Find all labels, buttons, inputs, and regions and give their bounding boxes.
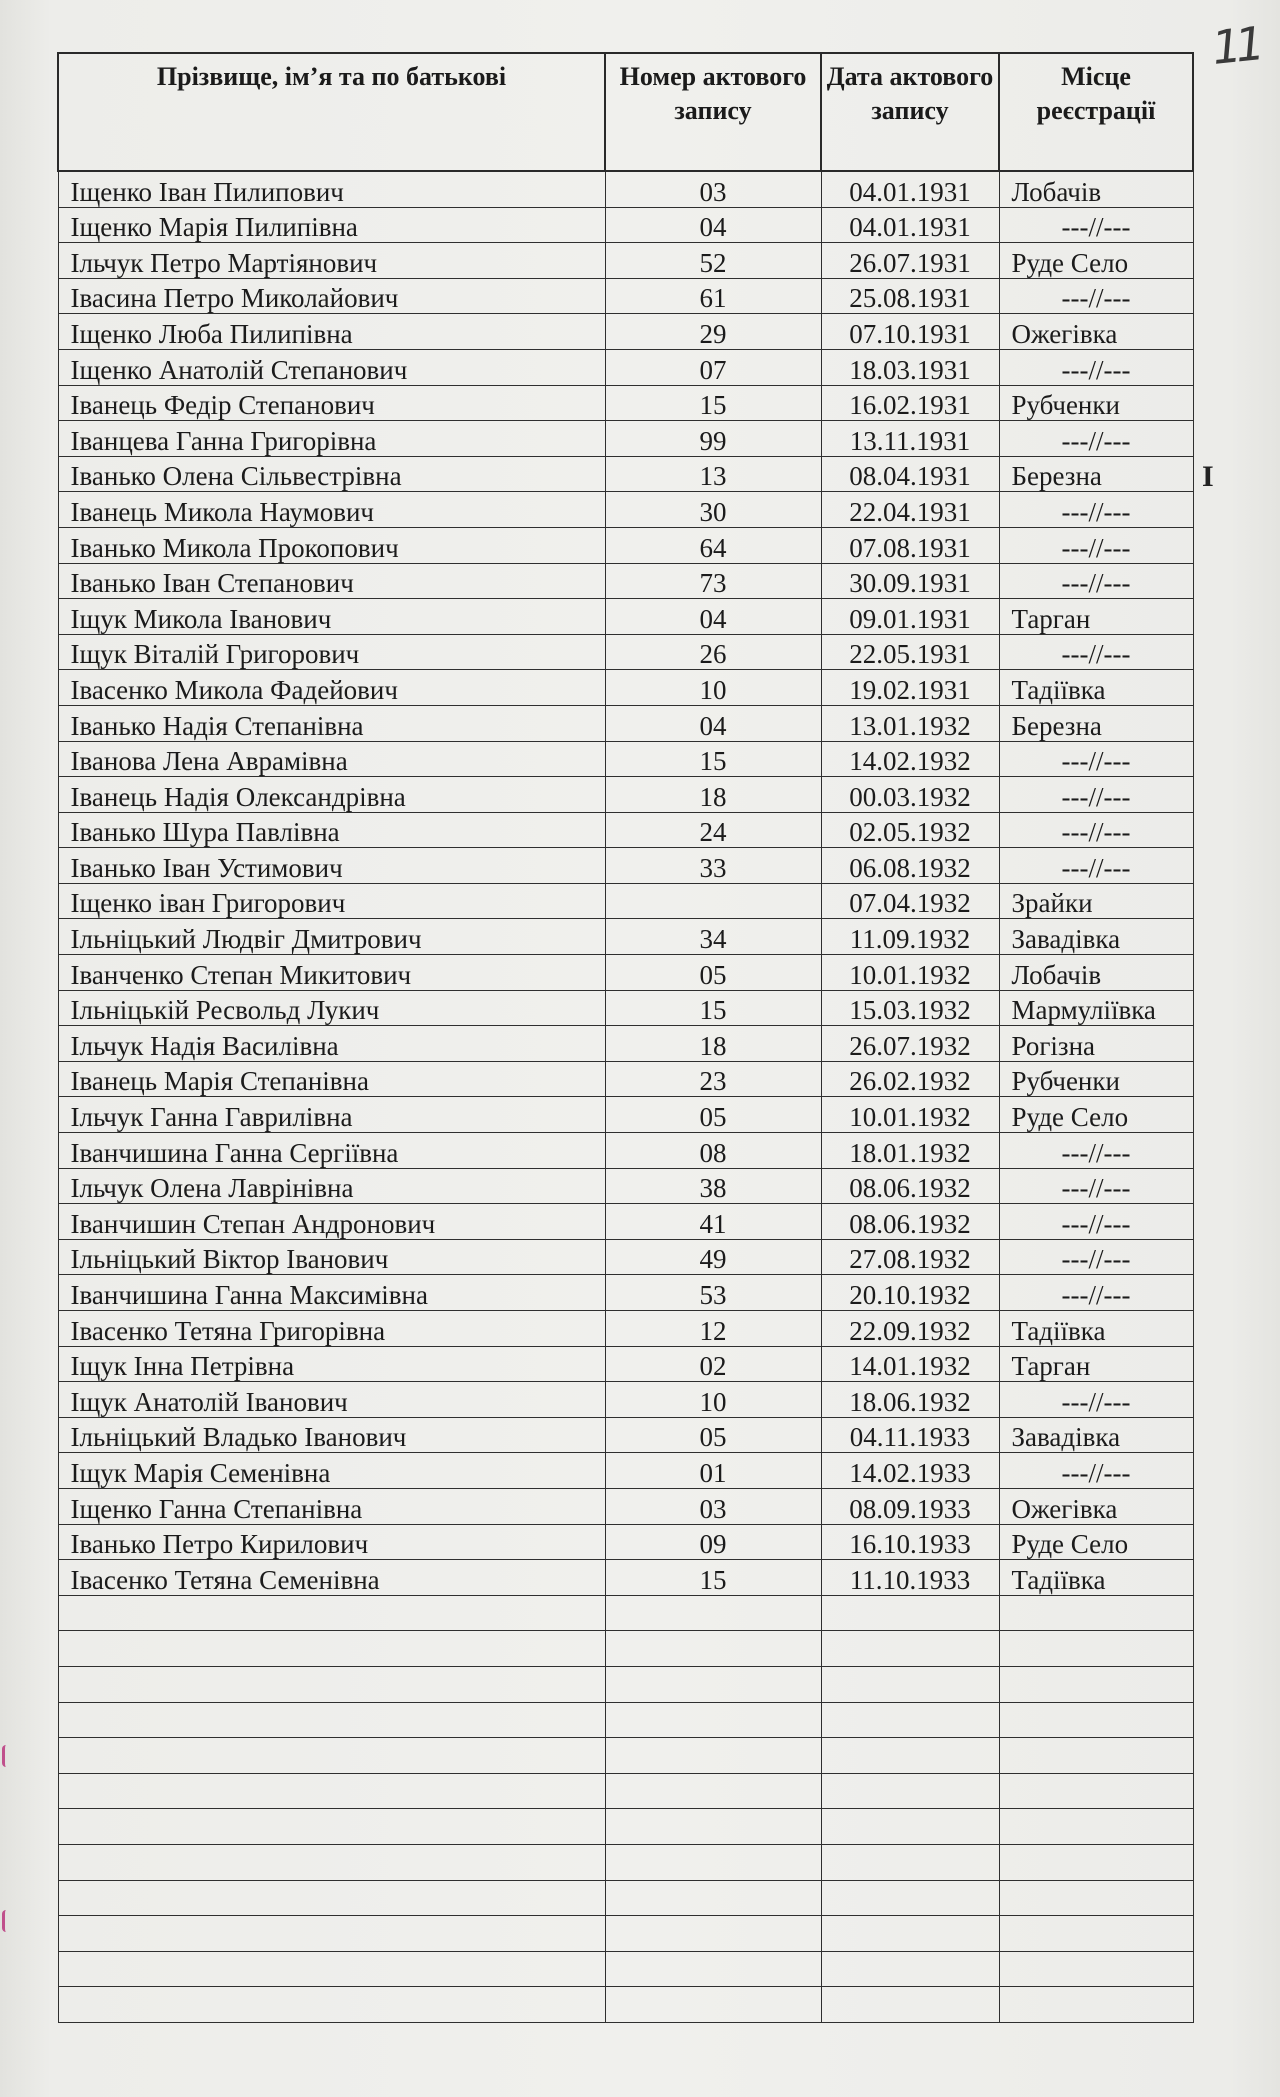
empty-row — [58, 1951, 1193, 1987]
table-row — [58, 990, 1193, 1026]
table-row — [58, 527, 1193, 563]
empty-cell — [999, 1773, 1193, 1809]
cell-record-date: 08.06.1932 — [821, 1168, 999, 1204]
cell-name: Ільніцький Людвіг Дмитрович — [58, 919, 605, 955]
cell-place: ---//--- — [999, 741, 1193, 777]
cell-place: ---//--- — [999, 349, 1193, 385]
cell-record-date: 07.04.1932 — [821, 883, 999, 919]
cell-record-date: 07.10.1931 — [821, 314, 999, 350]
cell-record-number: 41 — [605, 1204, 821, 1240]
cell-place: Рогізна — [999, 1026, 1193, 1062]
cell-place: ---//--- — [999, 278, 1193, 314]
table-row — [58, 1524, 1193, 1560]
cell-record-date: 22.04.1931 — [821, 492, 999, 528]
cell-name: Іщенко Іван Пилипович — [58, 171, 605, 207]
empty-cell — [821, 1738, 999, 1774]
table-row — [58, 1488, 1193, 1524]
table-row — [58, 385, 1193, 421]
cell-record-number: 99 — [605, 421, 821, 457]
margin-mark: I — [1202, 460, 1214, 493]
empty-cell — [821, 1595, 999, 1631]
cell-record-date: 07.08.1931 — [821, 527, 999, 563]
table-header-row — [58, 53, 1193, 171]
cell-record-date: 19.02.1931 — [821, 670, 999, 706]
cell-place: ---//--- — [999, 1204, 1193, 1240]
table-row — [58, 1097, 1193, 1133]
table-row — [58, 1346, 1193, 1382]
empty-cell — [605, 1702, 821, 1738]
table-row — [58, 314, 1193, 350]
cell-name: Іщенко іван Григорович — [58, 883, 605, 919]
cell-record-number: 10 — [605, 1382, 821, 1418]
cell-record-date: 22.05.1931 — [821, 634, 999, 670]
cell-place: ---//--- — [999, 563, 1193, 599]
cell-name: Іванець Марія Степанівна — [58, 1061, 605, 1097]
cell-place: Рубченки — [999, 1061, 1193, 1097]
cell-place: Тарган — [999, 599, 1193, 635]
empty-cell — [605, 1595, 821, 1631]
cell-record-date: 30.09.1931 — [821, 563, 999, 599]
cell-record-date: 10.01.1932 — [821, 955, 999, 991]
empty-cell — [605, 1844, 821, 1880]
empty-cell — [999, 1987, 1193, 2023]
table-row — [58, 1560, 1193, 1596]
empty-cell — [999, 1844, 1193, 1880]
empty-cell — [999, 1595, 1193, 1631]
cell-name: Ільчук Ганна Гаврилівна — [58, 1097, 605, 1133]
cell-name: Іванчишин Степан Андронович — [58, 1204, 605, 1240]
cell-place: ---//--- — [999, 1382, 1193, 1418]
cell-record-date: 26.07.1931 — [821, 243, 999, 279]
cell-name: Іщенко Ганна Степанівна — [58, 1488, 605, 1524]
table-row — [58, 563, 1193, 599]
table-row — [58, 883, 1193, 919]
cell-record-date: 20.10.1932 — [821, 1275, 999, 1311]
cell-name: Іванець Микола Наумович — [58, 492, 605, 528]
cell-record-number — [605, 883, 821, 919]
table-row — [58, 670, 1193, 706]
cell-record-date: 04.01.1931 — [821, 171, 999, 207]
empty-cell — [821, 1844, 999, 1880]
cell-place: Мармуліївка — [999, 990, 1193, 1026]
cell-record-number: 03 — [605, 171, 821, 207]
cell-place: ---//--- — [999, 848, 1193, 884]
header-record-number: Номер актового запису — [605, 53, 821, 171]
cell-record-date: 04.11.1933 — [821, 1417, 999, 1453]
empty-cell — [999, 1666, 1193, 1702]
cell-record-number: 08 — [605, 1133, 821, 1169]
cell-place: Руде Село — [999, 1097, 1193, 1133]
cell-place: Тадіївка — [999, 1560, 1193, 1596]
registry-table — [57, 52, 1194, 2023]
cell-name: Івасенко Микола Фадейович — [58, 670, 605, 706]
empty-row — [58, 1595, 1193, 1631]
cell-record-date: 11.10.1933 — [821, 1560, 999, 1596]
cell-place: Завадівка — [999, 1417, 1193, 1453]
cell-name: Іванько Іван Степанович — [58, 563, 605, 599]
cell-name: Івасенко Тетяна Григорівна — [58, 1311, 605, 1347]
cell-place: ---//--- — [999, 1275, 1193, 1311]
empty-cell — [58, 1595, 605, 1631]
cell-record-date: 14.01.1932 — [821, 1346, 999, 1382]
empty-row — [58, 1916, 1193, 1952]
cell-place: ---//--- — [999, 1453, 1193, 1489]
cell-record-number: 23 — [605, 1061, 821, 1097]
empty-cell — [821, 1951, 999, 1987]
table-row — [58, 741, 1193, 777]
table-row — [58, 1204, 1193, 1240]
cell-name: Ільніцькій Ресвольд Лукич — [58, 990, 605, 1026]
cell-record-date: 14.02.1932 — [821, 741, 999, 777]
cell-name: Іванько Іван Устимович — [58, 848, 605, 884]
cell-record-number: 53 — [605, 1275, 821, 1311]
cell-record-date: 13.11.1931 — [821, 421, 999, 457]
cell-record-date: 26.07.1932 — [821, 1026, 999, 1062]
cell-name: Іщенко Марія Пилипівна — [58, 207, 605, 243]
empty-cell — [821, 1880, 999, 1916]
cell-place: ---//--- — [999, 207, 1193, 243]
table-row — [58, 1239, 1193, 1275]
cell-record-number: 15 — [605, 1560, 821, 1596]
empty-cell — [999, 1880, 1193, 1916]
cell-name: Іванько Надія Степанівна — [58, 705, 605, 741]
cell-record-number: 07 — [605, 349, 821, 385]
empty-cell — [605, 1951, 821, 1987]
empty-row — [58, 1631, 1193, 1667]
table-row — [58, 848, 1193, 884]
cell-record-date: 00.03.1932 — [821, 777, 999, 813]
empty-row — [58, 1880, 1193, 1916]
cell-record-number: 38 — [605, 1168, 821, 1204]
table-row — [58, 599, 1193, 635]
cell-name: Івасина Петро Миколайович — [58, 278, 605, 314]
cell-name: Іванько Микола Прокопович — [58, 527, 605, 563]
cell-record-number: 24 — [605, 812, 821, 848]
table-row — [58, 1382, 1193, 1418]
cell-name: Іванова Лена Аврамівна — [58, 741, 605, 777]
cell-record-date: 15.03.1932 — [821, 990, 999, 1026]
cell-place: Березна — [999, 456, 1193, 492]
cell-place: ---//--- — [999, 634, 1193, 670]
cell-record-date: 13.01.1932 — [821, 705, 999, 741]
empty-cell — [605, 1666, 821, 1702]
table-row — [58, 812, 1193, 848]
cell-record-number: 01 — [605, 1453, 821, 1489]
cell-name: Іванько Олена Сільвестрівна — [58, 456, 605, 492]
cell-record-date: 25.08.1931 — [821, 278, 999, 314]
empty-cell — [58, 1702, 605, 1738]
empty-cell — [999, 1738, 1193, 1774]
cell-record-number: 04 — [605, 705, 821, 741]
cell-name: Ільніцький Владько Іванович — [58, 1417, 605, 1453]
cell-place: ---//--- — [999, 492, 1193, 528]
empty-cell — [58, 1738, 605, 1774]
cell-record-number: 15 — [605, 385, 821, 421]
empty-cell — [58, 1666, 605, 1702]
cell-name: Іщук Анатолій Іванович — [58, 1382, 605, 1418]
cell-name: Іванько Шура Павлівна — [58, 812, 605, 848]
cell-record-number: 05 — [605, 955, 821, 991]
cell-record-date: 08.09.1933 — [821, 1488, 999, 1524]
cell-place: ---//--- — [999, 812, 1193, 848]
cell-record-number: 49 — [605, 1239, 821, 1275]
header-name: Прізвище, ім’я та по батькові — [58, 53, 605, 171]
cell-record-date: 22.09.1932 — [821, 1311, 999, 1347]
cell-name: Іванець Надія Олександрівна — [58, 777, 605, 813]
cell-record-date: 02.05.1932 — [821, 812, 999, 848]
cell-name: Іщук Микола Іванович — [58, 599, 605, 635]
cell-name: Іщенко Анатолій Степанович — [58, 349, 605, 385]
cell-place: Тарган — [999, 1346, 1193, 1382]
cell-record-number: 29 — [605, 314, 821, 350]
cell-record-number: 13 — [605, 456, 821, 492]
cell-place: Завадівка — [999, 919, 1193, 955]
cell-record-date: 08.04.1931 — [821, 456, 999, 492]
cell-record-number: 12 — [605, 1311, 821, 1347]
cell-record-number: 15 — [605, 741, 821, 777]
empty-row — [58, 1987, 1193, 2023]
cell-record-number: 02 — [605, 1346, 821, 1382]
table-row — [58, 705, 1193, 741]
table-row — [58, 1061, 1193, 1097]
cell-record-number: 10 — [605, 670, 821, 706]
binding-mark — [2, 1745, 15, 1767]
empty-cell — [605, 1916, 821, 1952]
cell-place: ---//--- — [999, 1239, 1193, 1275]
cell-record-date: 16.02.1931 — [821, 385, 999, 421]
empty-row — [58, 1738, 1193, 1774]
header-place: Місце реєстрації — [999, 53, 1193, 171]
empty-cell — [605, 1773, 821, 1809]
cell-record-date: 08.06.1932 — [821, 1204, 999, 1240]
empty-cell — [605, 1987, 821, 2023]
table-row — [58, 421, 1193, 457]
cell-record-date: 11.09.1932 — [821, 919, 999, 955]
table-row — [58, 634, 1193, 670]
table-row — [58, 1168, 1193, 1204]
cell-place: Руде Село — [999, 243, 1193, 279]
cell-record-number: 18 — [605, 777, 821, 813]
empty-cell — [58, 1631, 605, 1667]
empty-cell — [821, 1773, 999, 1809]
cell-record-date: 26.02.1932 — [821, 1061, 999, 1097]
cell-record-date: 18.03.1931 — [821, 349, 999, 385]
cell-record-number: 09 — [605, 1524, 821, 1560]
cell-record-number: 04 — [605, 599, 821, 635]
cell-place: Ожегівка — [999, 1488, 1193, 1524]
empty-cell — [58, 1773, 605, 1809]
cell-record-date: 18.01.1932 — [821, 1133, 999, 1169]
cell-name: Івасенко Тетяна Семенівна — [58, 1560, 605, 1596]
page-number: 11 — [1209, 16, 1262, 75]
empty-row — [58, 1702, 1193, 1738]
table-row — [58, 243, 1193, 279]
empty-cell — [605, 1738, 821, 1774]
table-row — [58, 349, 1193, 385]
empty-row — [58, 1844, 1193, 1880]
empty-cell — [58, 1951, 605, 1987]
empty-cell — [999, 1916, 1193, 1952]
cell-place: Зрайки — [999, 883, 1193, 919]
cell-record-number: 73 — [605, 563, 821, 599]
cell-record-date: 06.08.1932 — [821, 848, 999, 884]
cell-place: Тадіївка — [999, 1311, 1193, 1347]
table-row — [58, 492, 1193, 528]
cell-name: Іванцева Ганна Григорівна — [58, 421, 605, 457]
cell-record-number: 33 — [605, 848, 821, 884]
empty-cell — [58, 1880, 605, 1916]
cell-record-date: 04.01.1931 — [821, 207, 999, 243]
table-row — [58, 207, 1193, 243]
empty-cell — [58, 1844, 605, 1880]
cell-name: Іщук Віталій Григорович — [58, 634, 605, 670]
empty-cell — [821, 1702, 999, 1738]
empty-row — [58, 1809, 1193, 1845]
cell-place: ---//--- — [999, 1168, 1193, 1204]
cell-name: Іванчишина Ганна Максимівна — [58, 1275, 605, 1311]
table-row — [58, 1311, 1193, 1347]
cell-place: Лобачів — [999, 171, 1193, 207]
cell-record-number: 26 — [605, 634, 821, 670]
cell-place: Лобачів — [999, 955, 1193, 991]
cell-record-number: 61 — [605, 278, 821, 314]
cell-place: ---//--- — [999, 1133, 1193, 1169]
empty-row — [58, 1773, 1193, 1809]
table-row — [58, 955, 1193, 991]
empty-cell — [821, 1916, 999, 1952]
cell-record-date: 16.10.1933 — [821, 1524, 999, 1560]
table-row — [58, 1133, 1193, 1169]
cell-place: ---//--- — [999, 527, 1193, 563]
cell-record-number: 52 — [605, 243, 821, 279]
table-row — [58, 278, 1193, 314]
table-row — [58, 456, 1193, 492]
empty-cell — [999, 1809, 1193, 1845]
cell-place: Руде Село — [999, 1524, 1193, 1560]
cell-name: Іванько Петро Кирилович — [58, 1524, 605, 1560]
cell-name: Ільчук Надія Василівна — [58, 1026, 605, 1062]
cell-name: Ільчук Олена Лаврінівна — [58, 1168, 605, 1204]
cell-name: Іщенко Люба Пилипівна — [58, 314, 605, 350]
table-row — [58, 1453, 1193, 1489]
table-row — [58, 919, 1193, 955]
table-row — [58, 1275, 1193, 1311]
empty-cell — [605, 1631, 821, 1667]
cell-name: Іванченко Степан Микитович — [58, 955, 605, 991]
empty-cell — [58, 1809, 605, 1845]
cell-name: Іванець Федір Степанович — [58, 385, 605, 421]
cell-record-date: 09.01.1931 — [821, 599, 999, 635]
empty-cell — [999, 1631, 1193, 1667]
empty-cell — [605, 1880, 821, 1916]
cell-record-number: 03 — [605, 1488, 821, 1524]
cell-record-number: 34 — [605, 919, 821, 955]
table-row — [58, 1417, 1193, 1453]
cell-place: ---//--- — [999, 777, 1193, 813]
table-row — [58, 1026, 1193, 1062]
empty-cell — [999, 1702, 1193, 1738]
cell-name: Ільніцький Віктор Іванович — [58, 1239, 605, 1275]
empty-cell — [821, 1631, 999, 1667]
empty-cell — [58, 1987, 605, 2023]
empty-cell — [821, 1666, 999, 1702]
cell-name: Ільчук Петро Мартіянович — [58, 243, 605, 279]
cell-record-number: 18 — [605, 1026, 821, 1062]
cell-record-number: 30 — [605, 492, 821, 528]
cell-place: Рубченки — [999, 385, 1193, 421]
cell-record-date: 27.08.1932 — [821, 1239, 999, 1275]
cell-record-number: 04 — [605, 207, 821, 243]
cell-place: ---//--- — [999, 421, 1193, 457]
cell-place: Ожегівка — [999, 314, 1193, 350]
cell-place: Тадіївка — [999, 670, 1193, 706]
cell-record-number: 05 — [605, 1417, 821, 1453]
cell-record-number: 05 — [605, 1097, 821, 1133]
cell-record-number: 64 — [605, 527, 821, 563]
cell-name: Іванчишина Ганна Сергіївна — [58, 1133, 605, 1169]
binding-mark — [2, 1910, 15, 1932]
empty-cell — [821, 1987, 999, 2023]
table-row — [58, 171, 1193, 207]
empty-row — [58, 1666, 1193, 1702]
empty-cell — [605, 1809, 821, 1845]
cell-record-date: 10.01.1932 — [821, 1097, 999, 1133]
empty-cell — [821, 1809, 999, 1845]
cell-record-date: 18.06.1932 — [821, 1382, 999, 1418]
table-row — [58, 777, 1193, 813]
cell-place: Березна — [999, 705, 1193, 741]
cell-name: Іщук Марія Семенівна — [58, 1453, 605, 1489]
cell-record-number: 15 — [605, 990, 821, 1026]
empty-cell — [58, 1916, 605, 1952]
cell-name: Іщук Інна Петрівна — [58, 1346, 605, 1382]
empty-cell — [999, 1951, 1193, 1987]
cell-record-date: 14.02.1933 — [821, 1453, 999, 1489]
header-record-date: Дата актового запису — [821, 53, 999, 171]
